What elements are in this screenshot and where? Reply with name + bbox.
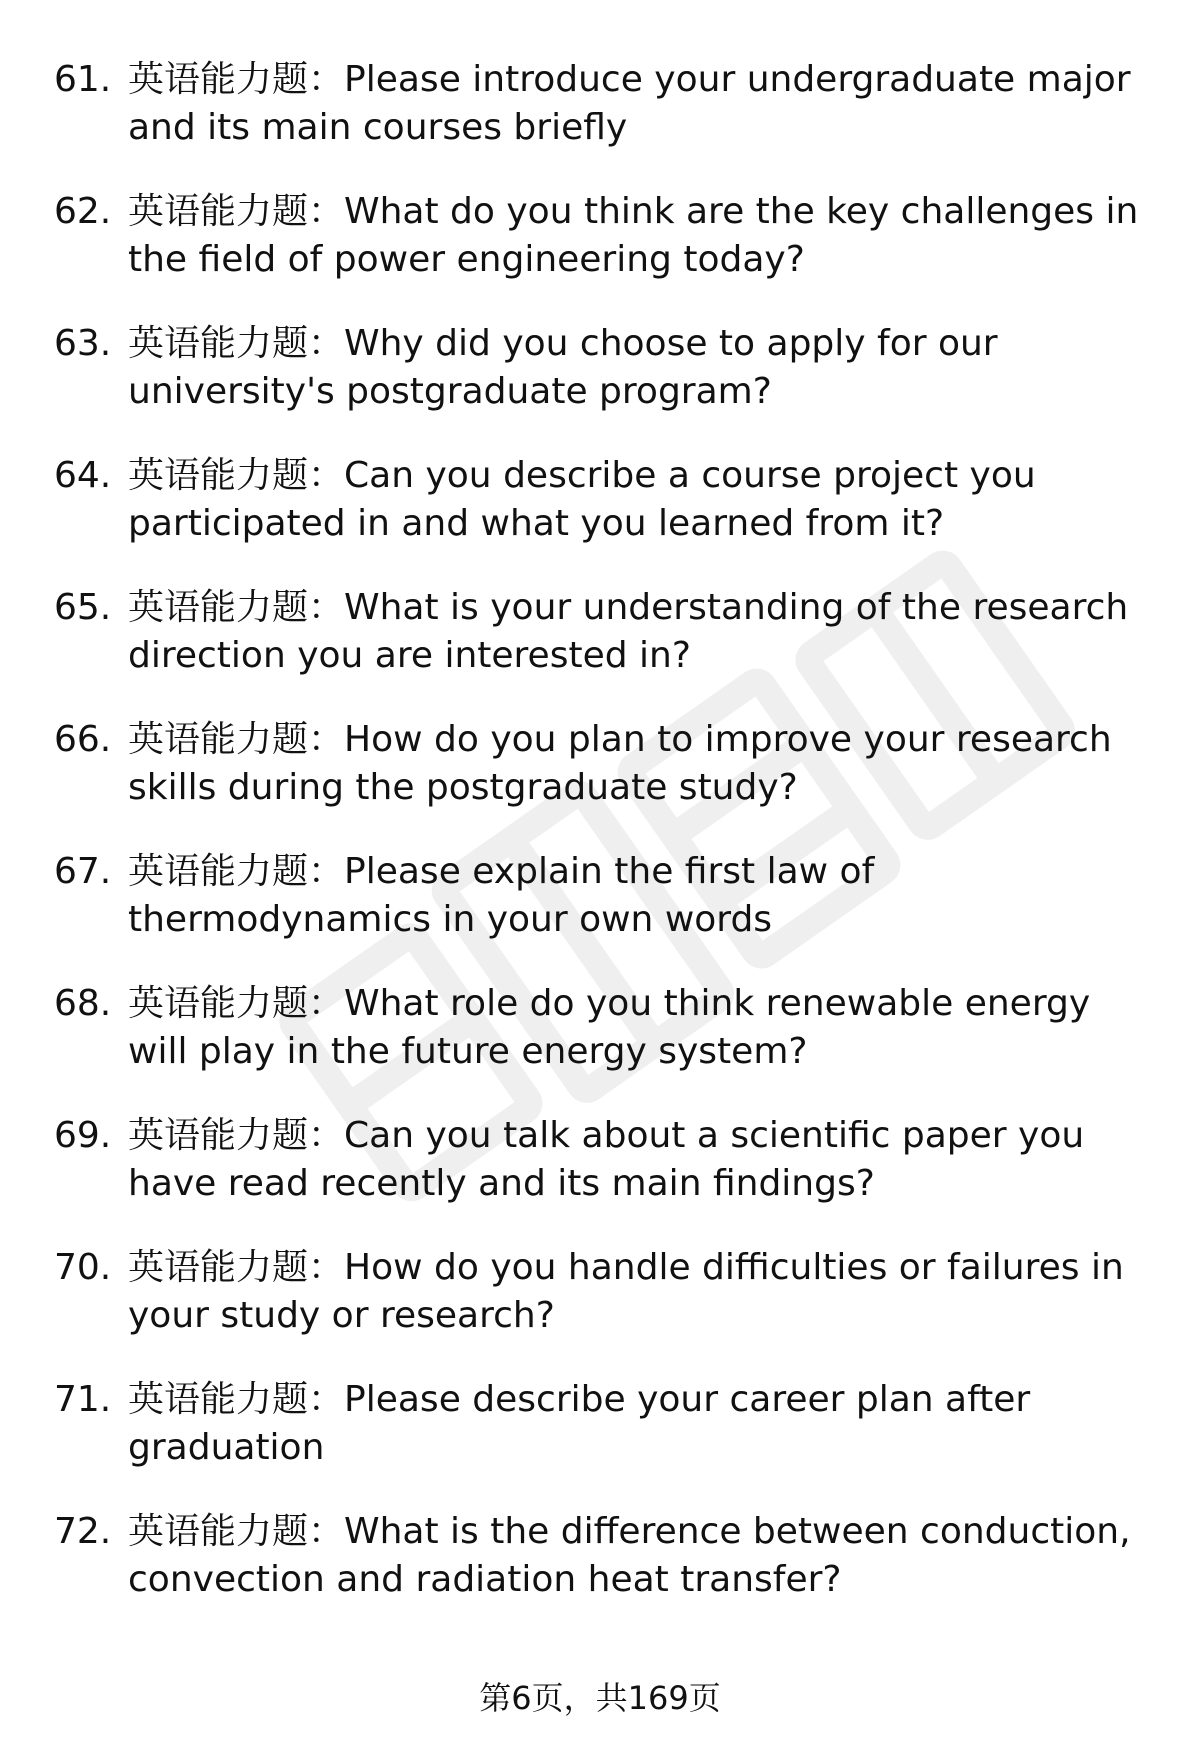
question-text: What role do you think renewable energy will play in the future energy system? — [128, 983, 1091, 1072]
question-text: Please introduce your undergraduate major and its main courses briefly — [128, 59, 1131, 148]
question-number: 61. — [54, 59, 112, 100]
question-body — [128, 980, 1148, 1076]
question-body — [128, 716, 1148, 812]
question-category-label: 英语能力题： — [128, 719, 345, 760]
question-body — [128, 320, 1148, 416]
question-category-label: 英语能力题： — [128, 1247, 345, 1288]
question-number: 68. — [54, 983, 112, 1024]
question-number: 72. — [54, 1511, 112, 1552]
question-number: 62. — [54, 191, 112, 232]
question-category-label: 英语能力题： — [128, 191, 345, 232]
question-item — [0, 980, 1200, 1112]
question-item — [0, 1508, 1200, 1640]
question-number: 66. — [54, 719, 112, 760]
question-category-label: 英语能力题： — [128, 851, 345, 892]
question-category-label: 英语能力题： — [128, 323, 345, 364]
question-text: Please explain the first law of thermodynamics in your own words — [128, 851, 875, 940]
question-body — [128, 1244, 1148, 1340]
question-category-label: 英语能力题： — [128, 1115, 345, 1156]
question-number: 69. — [54, 1115, 112, 1156]
question-text: How do you handle difficulties or failures in your study or research? — [128, 1247, 1124, 1336]
question-body — [128, 452, 1148, 548]
page-footer: 第6页，共169页 — [479, 1679, 721, 1717]
question-category-label: 英语能力题： — [128, 587, 345, 628]
question-item — [0, 1112, 1200, 1244]
question-number: 71. — [54, 1379, 112, 1420]
question-item — [0, 1376, 1200, 1508]
question-number: 64. — [54, 455, 112, 496]
question-text: What is your understanding of the research direction you are interested in? — [128, 587, 1129, 676]
question-text: What is the difference between conduction, convection and radiation heat transfer? — [128, 1511, 1131, 1600]
question-item — [0, 716, 1200, 848]
question-list — [0, 56, 1200, 1640]
question-number: 63. — [54, 323, 112, 364]
question-category-label: 英语能力题： — [128, 983, 345, 1024]
question-category-label: 英语能力题： — [128, 59, 345, 100]
question-body — [128, 584, 1148, 680]
question-item — [0, 584, 1200, 716]
question-text: What do you think are the key challenges in the field of power engineering today? — [128, 191, 1139, 280]
question-category-label: 英语能力题： — [128, 1511, 345, 1552]
question-body — [128, 1376, 1148, 1472]
question-number: 65. — [54, 587, 112, 628]
question-text: Can you describe a course project you participated in and what you learned from it? — [128, 455, 1036, 544]
question-item — [0, 56, 1200, 188]
question-text: Please describe your career plan after graduation — [128, 1379, 1031, 1468]
question-body — [128, 848, 1148, 944]
question-body — [128, 56, 1148, 152]
question-body — [128, 1112, 1148, 1208]
question-text: Can you talk about a scientific paper you have read recently and its main findings? — [128, 1115, 1085, 1204]
question-item — [0, 1244, 1200, 1376]
question-body — [128, 1508, 1148, 1604]
question-number: 67. — [54, 851, 112, 892]
question-category-label: 英语能力题： — [128, 1379, 345, 1420]
question-text: Why did you choose to apply for our university's postgraduate program? — [128, 323, 998, 412]
question-text: How do you plan to improve your research skills during the postgraduate study? — [128, 719, 1112, 808]
question-category-label: 英语能力题： — [128, 455, 345, 496]
question-number: 70. — [54, 1247, 112, 1288]
question-item — [0, 848, 1200, 980]
question-item — [0, 320, 1200, 452]
question-item — [0, 188, 1200, 320]
question-body — [128, 188, 1148, 284]
question-item — [0, 452, 1200, 584]
